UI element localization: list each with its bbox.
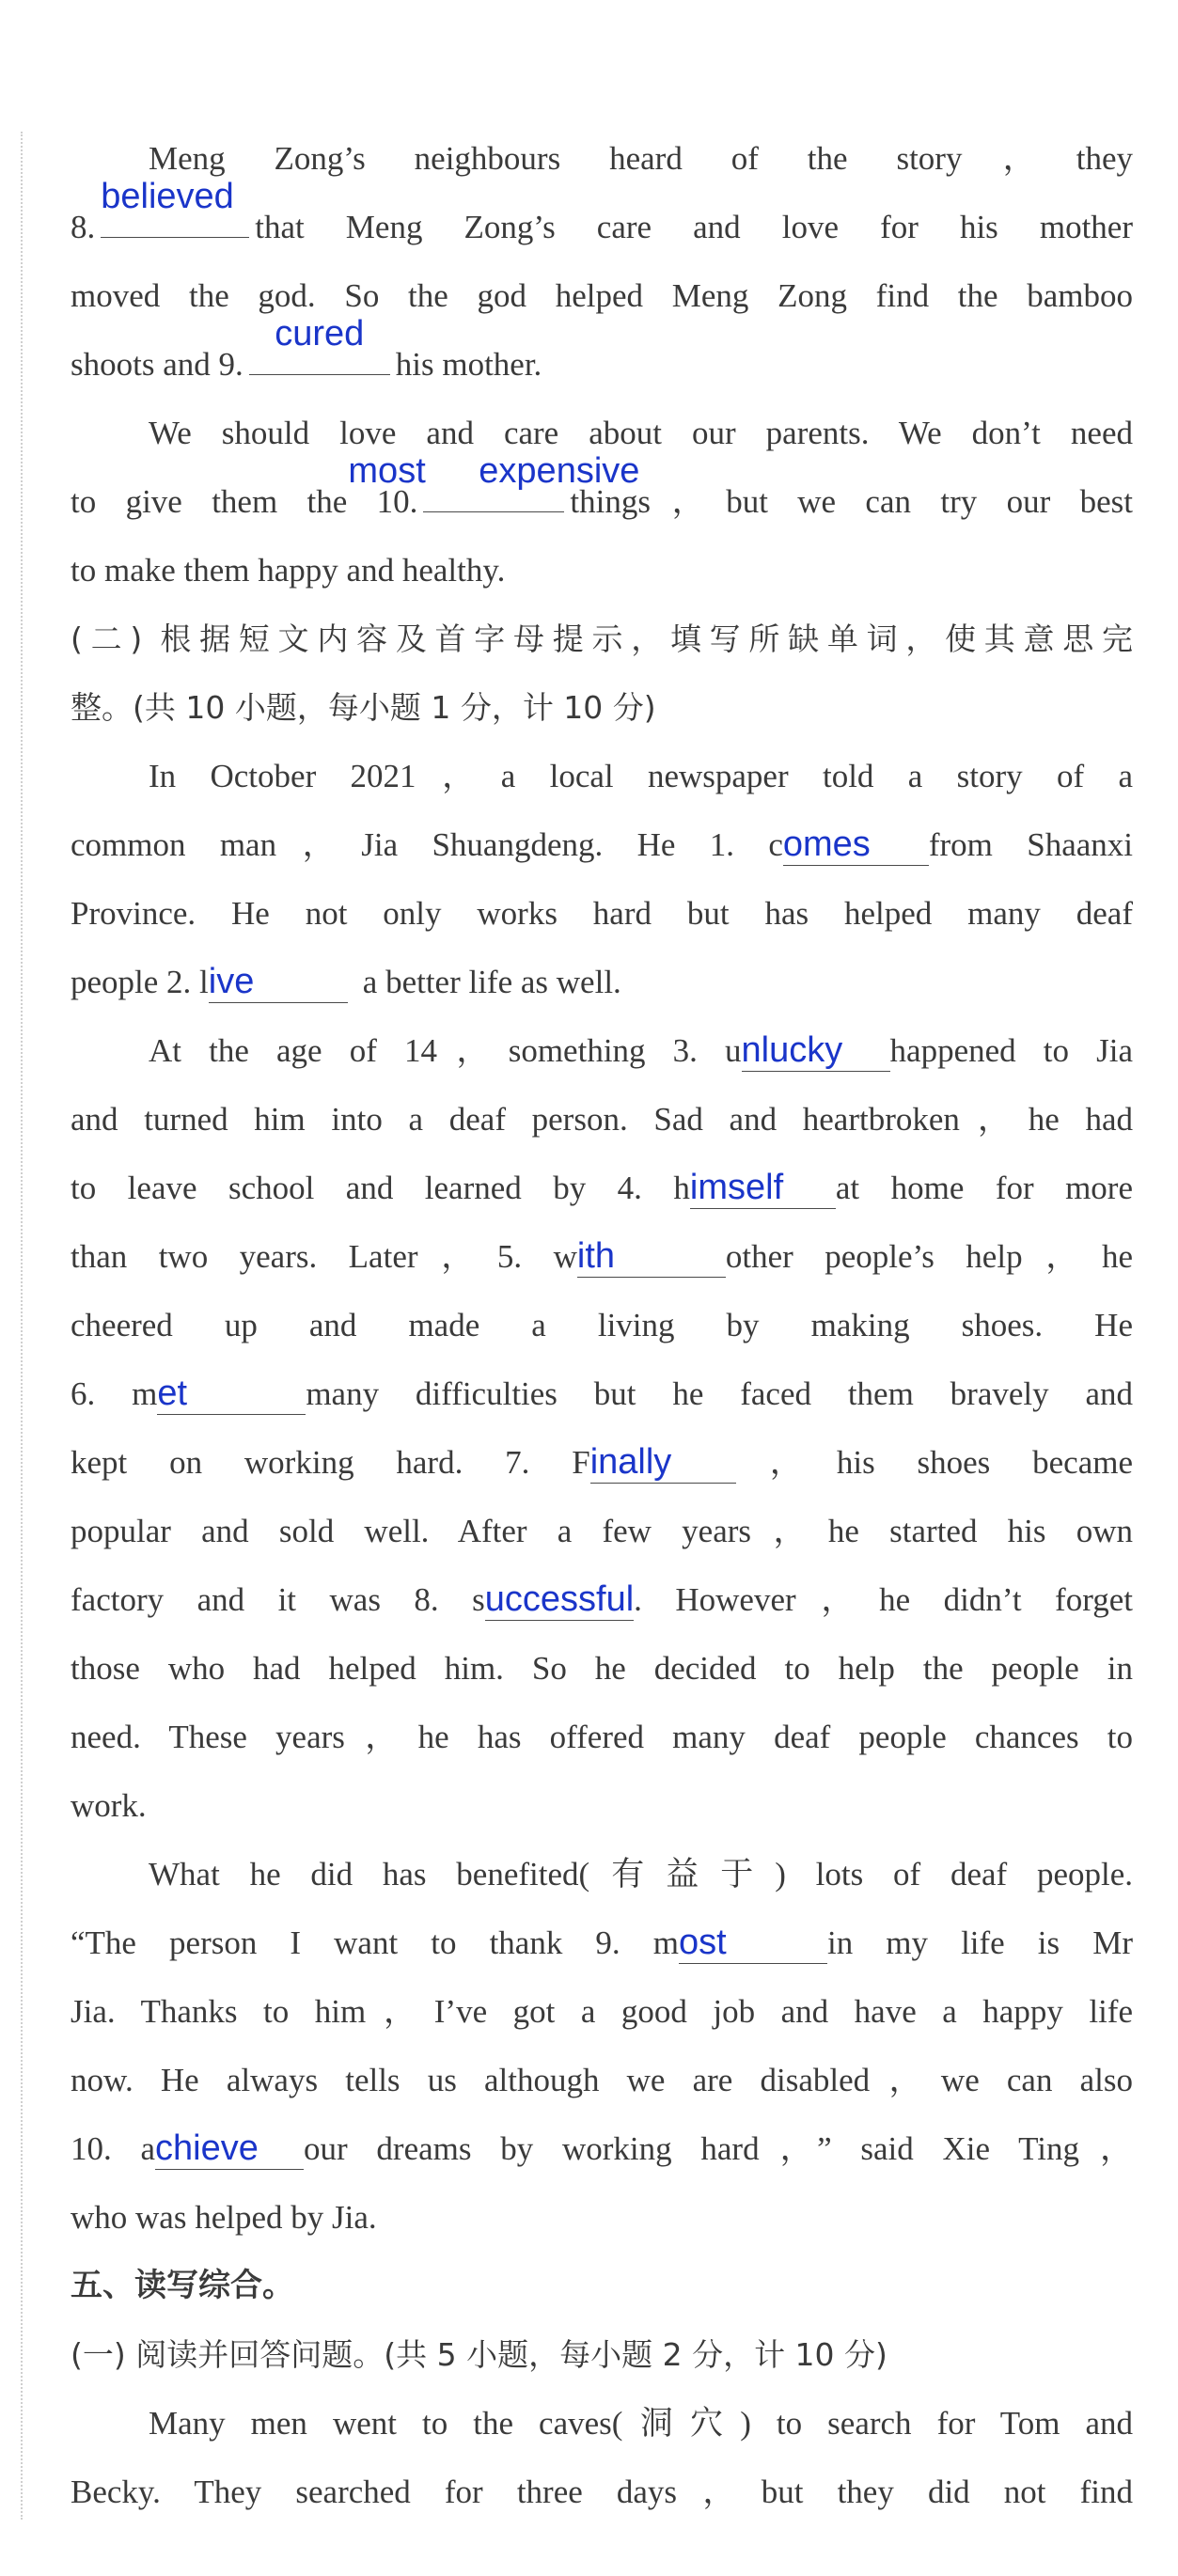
page-edge-dotted-line	[21, 132, 23, 2520]
text-line: people 2. live a better life as well.	[71, 962, 621, 1001]
document-content	[71, 124, 1133, 2526]
text-line: to leave school and learned by 4. himself at home for more	[71, 1168, 1133, 1207]
section-heading: 五、读写综合。	[71, 2267, 294, 2304]
answer-text: chieve	[155, 2128, 259, 2168]
answer-blank	[485, 1580, 634, 1621]
answer-blank	[249, 314, 390, 375]
answer-blank	[679, 1924, 827, 1964]
answer-blank	[590, 1443, 736, 1484]
answer-text: omes	[782, 825, 871, 864]
answer-blank	[157, 1374, 306, 1415]
answer-text: ive	[208, 962, 255, 1001]
answer-blank	[577, 1237, 726, 1278]
text-line: work.	[71, 1787, 147, 1824]
text-line: shoots and 9. cured his mother.	[71, 314, 542, 383]
answer-blank	[101, 177, 249, 238]
text-line: Province. He not only works hard but has helped many deaf	[71, 895, 1133, 932]
answer-blank	[783, 825, 929, 866]
answer-text: ith	[576, 1236, 616, 1276]
answer-text: most expensive	[348, 451, 640, 491]
answer-text: imself	[689, 1168, 784, 1207]
text-line: kept on working hard. 7. Finally ，his shoes became	[71, 1442, 1133, 1482]
text-line: Many men went to the caves(洞穴) to search for Tom and	[149, 2405, 1133, 2442]
answer-text: believed	[101, 177, 234, 216]
section-instruction: (二) 根据短文内容及首字母提示，填写所缺单词，使其意思完	[71, 620, 1133, 657]
answer-blank	[155, 2129, 304, 2170]
text-line: At the age of 14，something 3. unlucky happened to Jia	[149, 1030, 1133, 1070]
text-line: What he did has benefited(有益于) lots of deaf people.	[149, 1856, 1133, 1893]
section-instruction: 整。(共 10 小题，每小题 1 分，计 10 分)	[71, 689, 656, 726]
text-line: need. These years，he has offered many deaf people chances to	[71, 1719, 1133, 1755]
text-line: Jia. Thanks to him，I’ve got a good job and have a happy life	[71, 1993, 1133, 2030]
text-line: to make them happy and healthy.	[71, 552, 506, 589]
text-line: 10. achieve our dreams by working hard，” said Xie Ting，	[71, 2128, 1133, 2168]
answer-text: inally	[589, 1442, 672, 1482]
answer-text: nlucky	[741, 1030, 843, 1070]
text-line: 6. met many difficulties but he faced them bravely and	[71, 1374, 1133, 1413]
section-instruction: (一) 阅读并回答问题。(共 5 小题，每小题 2 分，计 10 分)	[71, 2336, 887, 2373]
answer-blank	[348, 451, 640, 512]
text-line: who was helped by Jia.	[71, 2199, 377, 2236]
text-line: factory and it was 8. successful. However，he didn’t forget	[71, 1579, 1133, 1619]
answer-text: et	[157, 1374, 188, 1413]
answer-blank	[742, 1031, 890, 1072]
text-line: We should love and care about our parents. We don’t need	[149, 415, 1133, 451]
text-line: now. He always tells us although we are disabled，we can also	[71, 2062, 1133, 2098]
text-line: to give them the 10. most expensive things，but we can try our best	[71, 451, 1133, 520]
answer-blank	[209, 963, 348, 1003]
text-line: moved the god. So the god helped Meng Zong find the bamboo	[71, 277, 1133, 314]
answer-text: cured	[275, 314, 365, 353]
answer-text: uccessful	[484, 1579, 635, 1619]
text-line: popular and sold well. After a few years，he started his own	[71, 1513, 1133, 1549]
text-line: those who had helped him. So he decided to help the people in	[71, 1650, 1133, 1687]
text-line: than two years. Later，5. with other people’s help，he	[71, 1236, 1133, 1276]
text-line: “The person I want to thank 9. most in my life is Mr	[71, 1923, 1133, 1962]
text-line: 8. believed that Meng Zong’s care and love for his mother	[71, 177, 1133, 245]
text-line: common man，Jia Shuangdeng. He 1. comes from Shaanxi	[71, 825, 1133, 864]
text-line: Becky. They searched for three days，but they did not find	[71, 2474, 1133, 2510]
text-line: cheered up and made a living by making shoes. He	[71, 1307, 1133, 1343]
text-line: In October 2021，a local newspaper told a story of a	[149, 758, 1133, 794]
text-line: and turned him into a deaf person. Sad and heartbroken，he had	[71, 1101, 1133, 1138]
text-line: Meng Zong’s neighbours heard of the story，they	[149, 140, 1133, 177]
answer-blank	[690, 1169, 836, 1209]
answer-text: ost	[678, 1923, 727, 1962]
